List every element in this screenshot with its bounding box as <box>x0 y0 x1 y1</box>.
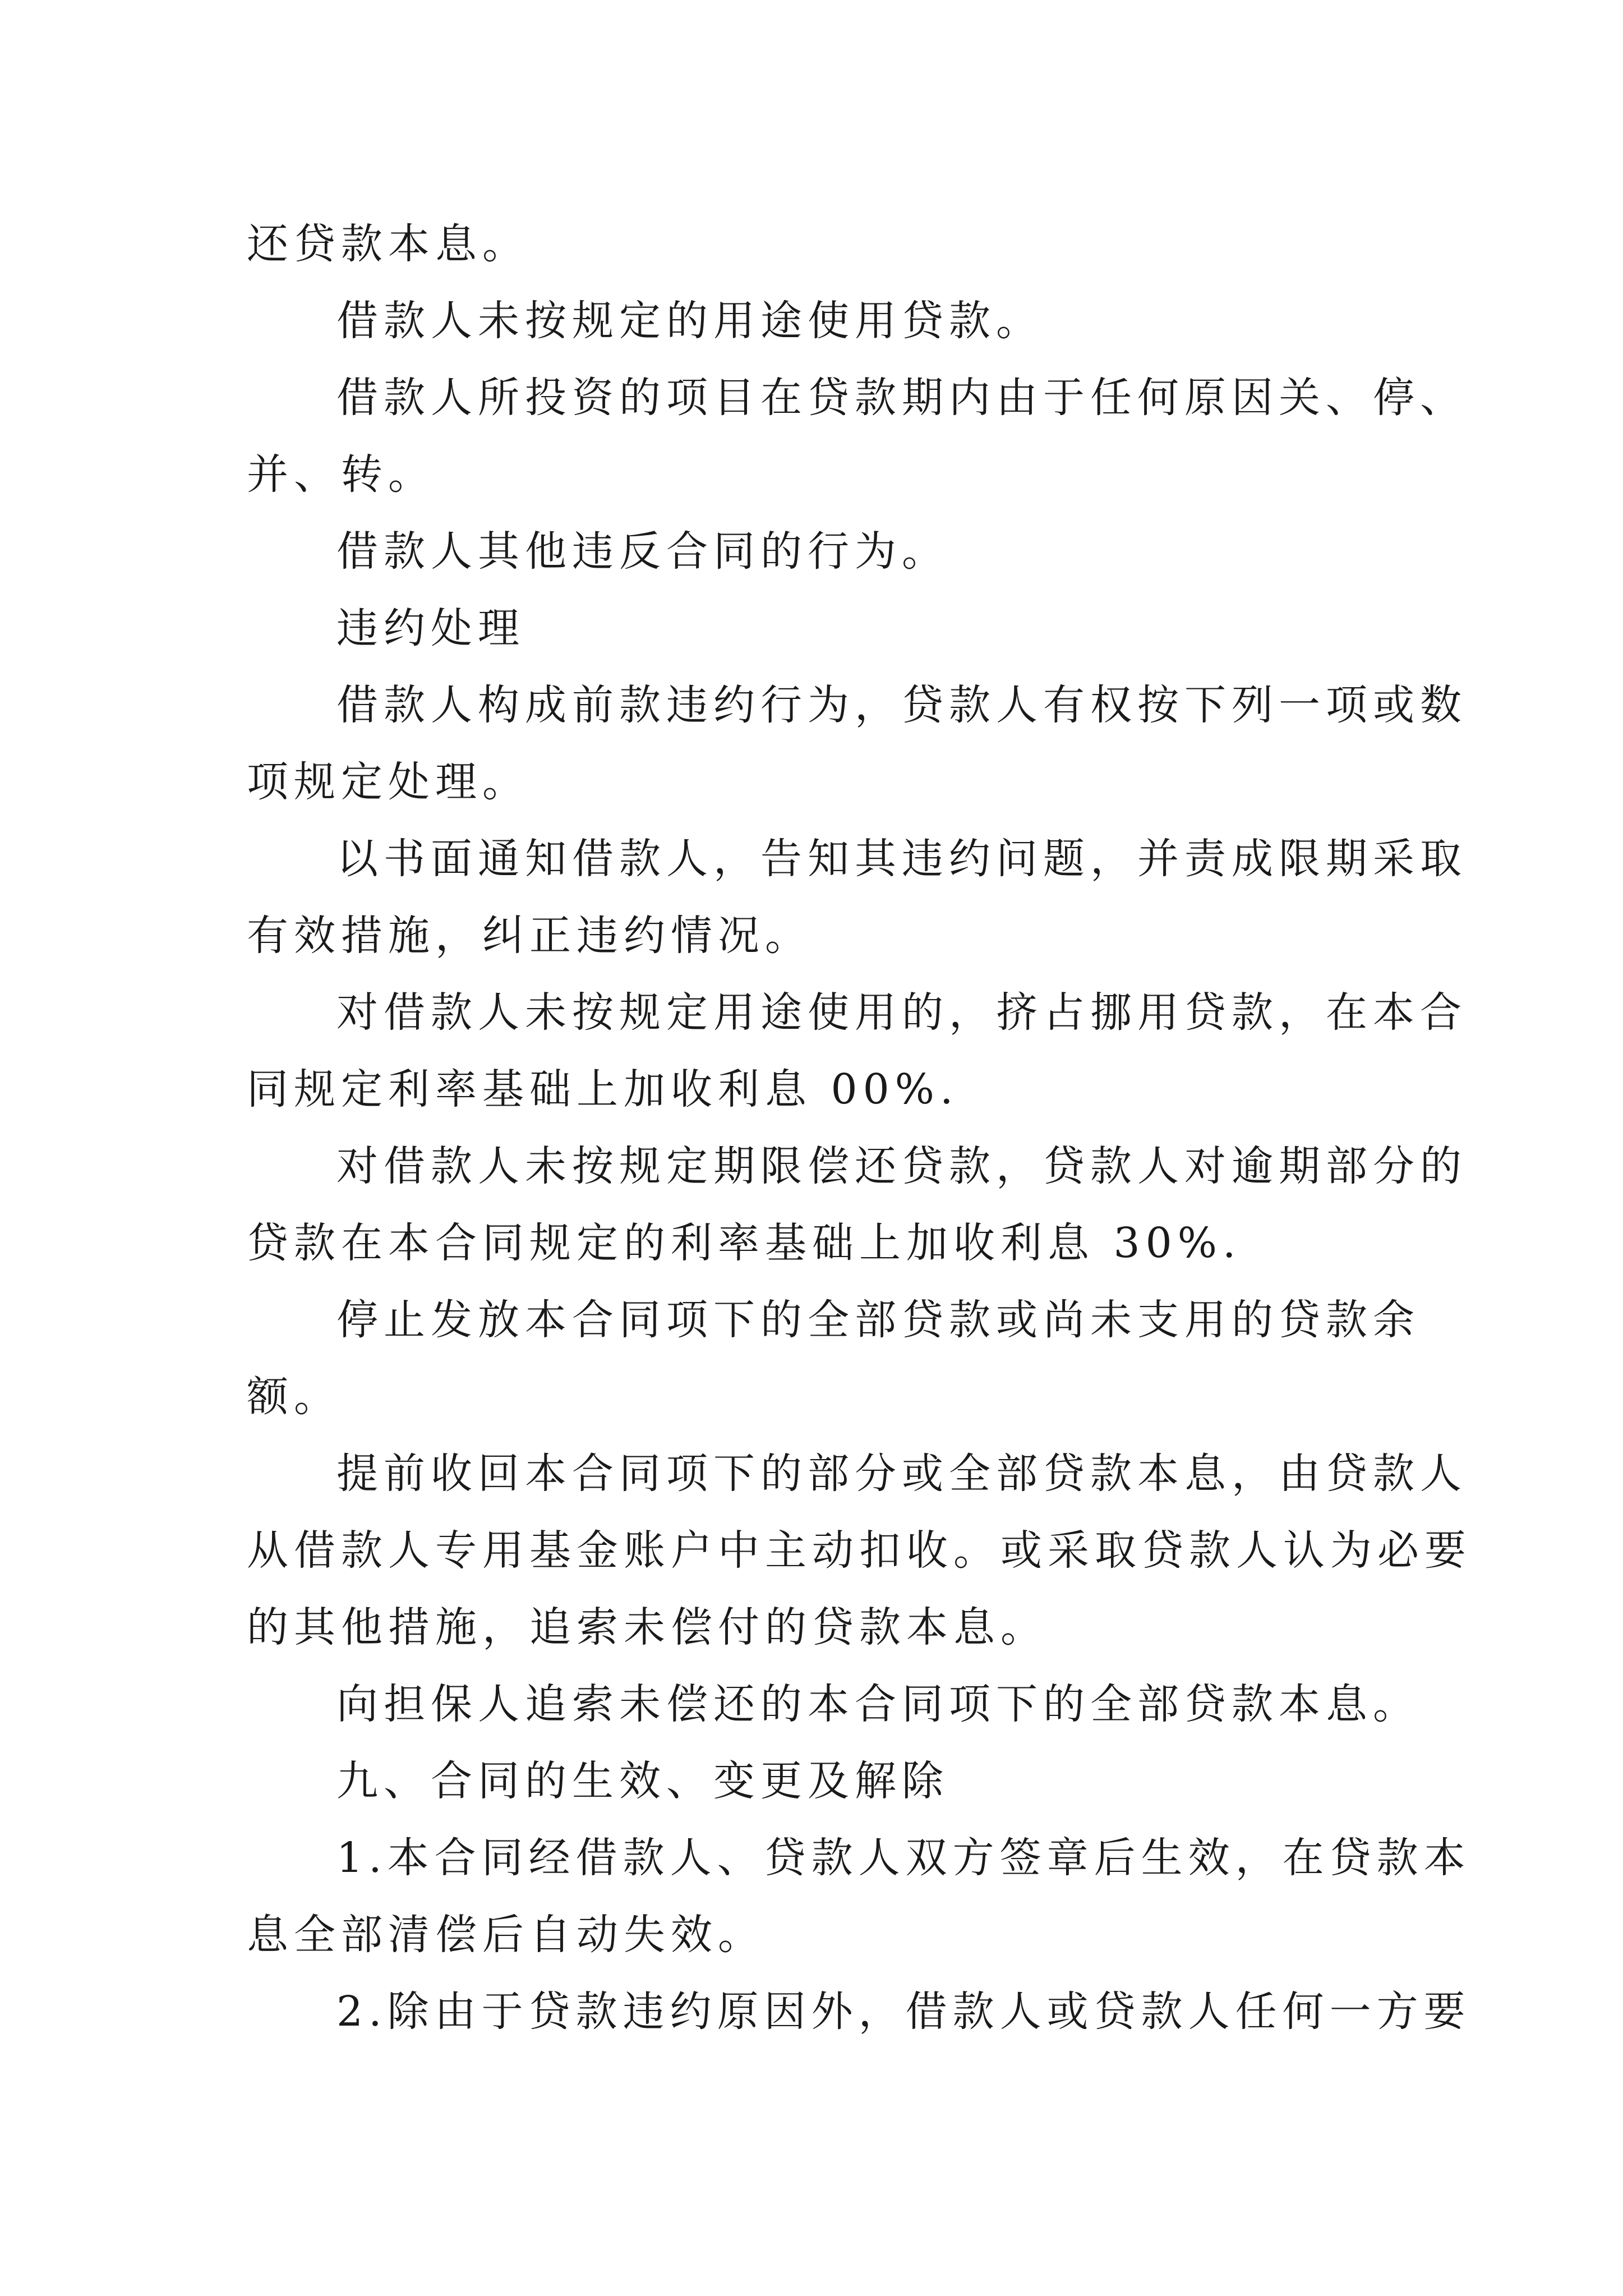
text-line: 以书面通知借款人，告知其违约问题，并责成限期采取 <box>336 835 1467 883</box>
text-line: 对借款人未按规定期限偿还贷款，贷款人对逾期部分的 <box>336 1142 1467 1190</box>
text-line: 2.除由于贷款违约原因外，借款人或贷款人任何一方要 <box>336 1987 1471 2036</box>
text-line: 从借款人专用基金账户中主动扣收。或采取贷款人认为必要 <box>247 1526 1472 1575</box>
text-line: 提前收回本合同项下的部分或全部贷款本息，由贷款人 <box>336 1450 1467 1498</box>
section-heading: 九、合同的生效、变更及解除 <box>336 1757 949 1805</box>
text-line: 并、转。 <box>247 450 435 499</box>
text-line: 额。 <box>247 1373 341 1421</box>
text-line: 借款人其他违反合同的行为。 <box>336 527 949 576</box>
text-line: 项规定处理。 <box>247 758 529 806</box>
text-line: 向担保人追索未偿还的本合同项下的全部贷款本息。 <box>336 1680 1420 1728</box>
text-line: 还贷款本息。 <box>247 220 529 268</box>
text-line: 同规定利率基础上加收利息 00%. <box>247 1065 959 1114</box>
text-line: 有效措施，纠正违约情况。 <box>247 912 812 960</box>
text-line: 贷款在本合同规定的利率基础上加收利息 30%. <box>247 1219 1242 1267</box>
text-line: 息全部清偿后自动失效。 <box>247 1911 765 1959</box>
text-line: 停止发放本合同项下的全部贷款或尚未支用的贷款余 <box>336 1296 1420 1344</box>
text-line: 借款人所投资的项目在贷款期内由于任何原因关、停、 <box>336 374 1467 422</box>
text-line: 借款人构成前款违约行为，贷款人有权按下列一项或数 <box>336 681 1467 729</box>
text-line: 对借款人未按规定用途使用的，挤占挪用贷款，在本合 <box>336 988 1467 1037</box>
section-heading: 违约处理 <box>336 604 525 652</box>
text-line: 1.本合同经借款人、贷款人双方签章后生效，在贷款本 <box>336 1834 1471 1882</box>
text-line: 借款人未按规定的用途使用贷款。 <box>336 297 1043 345</box>
text-line: 的其他措施，追索未偿付的贷款本息。 <box>247 1603 1048 1651</box>
